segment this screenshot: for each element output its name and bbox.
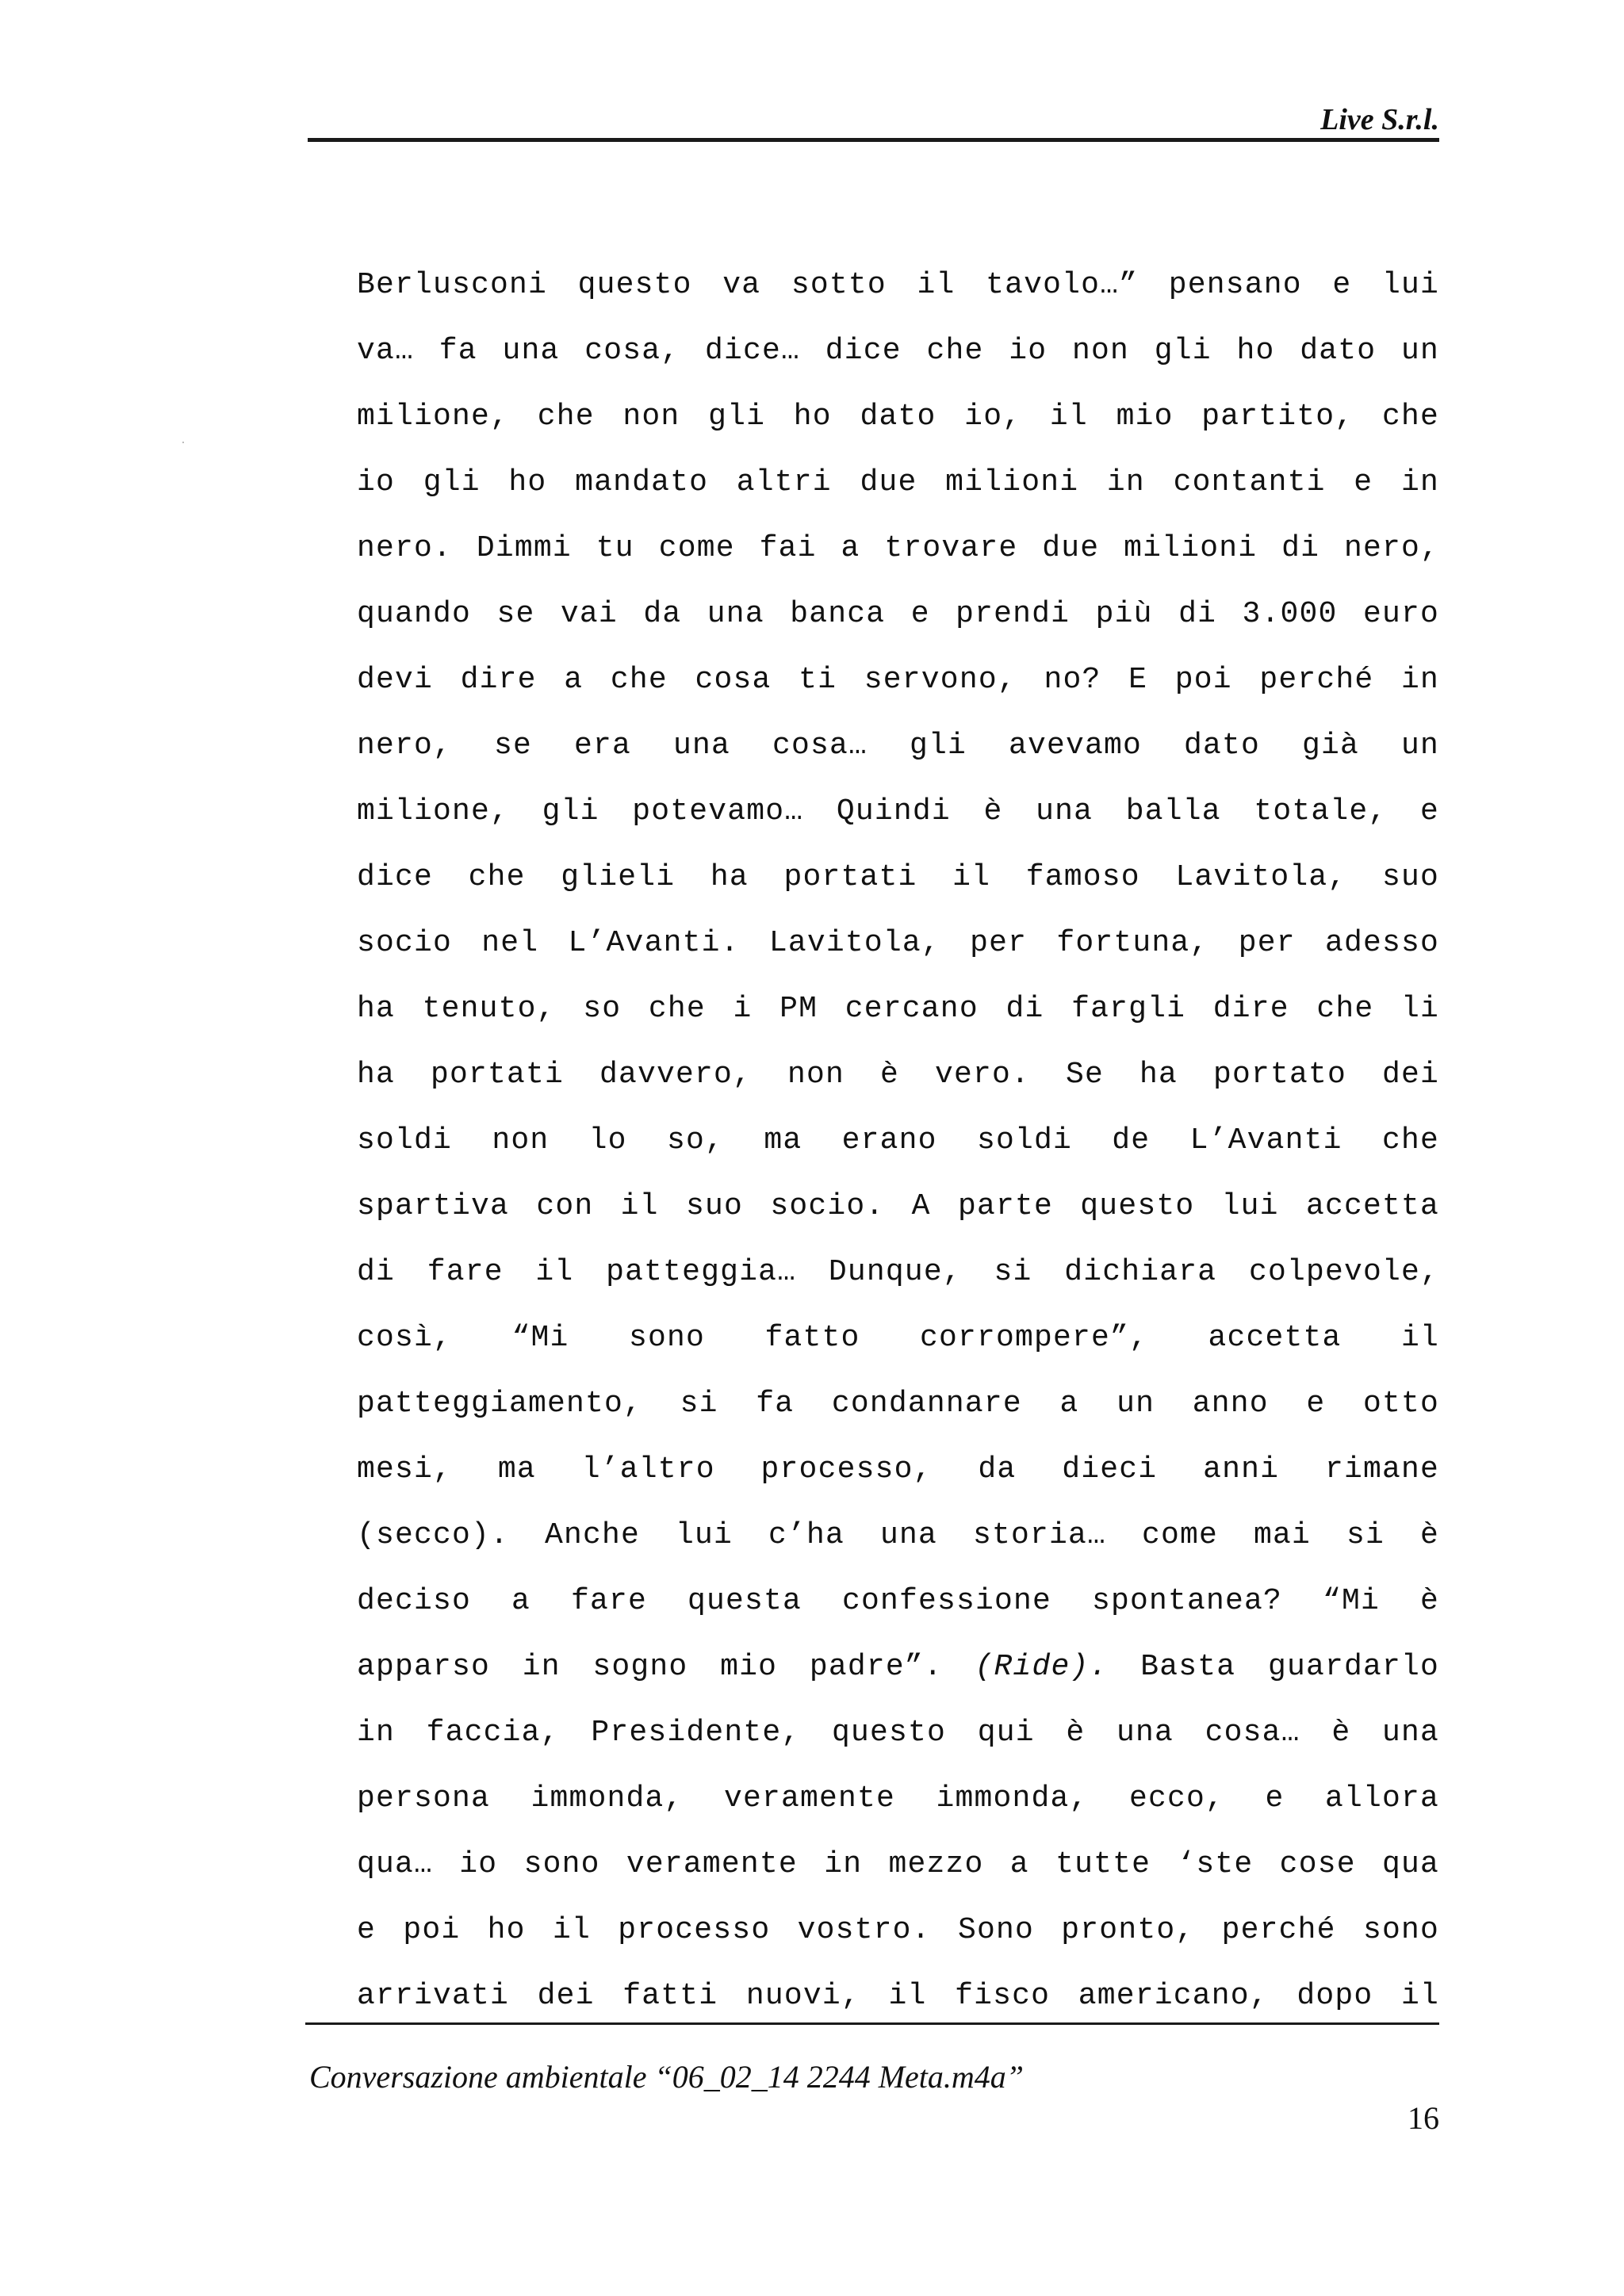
transcript-body — [357, 252, 1439, 2029]
text-segment: apparso in sogno mio padre”. — [357, 1650, 975, 1684]
text-line: persona immonda, veramente immonda, ecco, e allora — [357, 1781, 1439, 1816]
header-rule — [308, 138, 1439, 142]
text-line: (secco). Anche lui c’ha una storia… come mai si è — [357, 1518, 1439, 1552]
text-line: soldi non lo so, ma erano soldi de L’Avanti che — [357, 1123, 1439, 1158]
text-line: spartiva con il suo socio. A parte questo lui accetta — [357, 1189, 1439, 1223]
text-line: va… fa una cosa, dice… dice che io non gli ho dato un — [357, 334, 1439, 368]
text-line: Berlusconi questo va sotto il tavolo…” pensano e lui — [357, 268, 1439, 302]
text-line: milione, gli potevamo… Quindi è una balla totale, e — [357, 794, 1439, 828]
text-line: nero, se era una cosa… gli avevamo dato già un — [357, 729, 1439, 763]
text-line: io gli ho mandato altri due milioni in contanti e in — [357, 465, 1439, 499]
page-number: 16 — [1408, 2100, 1439, 2136]
text-line: nero. Dimmi tu come fai a trovare due milioni di nero, — [357, 531, 1439, 565]
text-line: in faccia, Presidente, questo qui è una cosa… è una — [357, 1716, 1439, 1750]
text-line: milione, che non gli ho dato io, il mio partito, che — [357, 400, 1439, 434]
header-title: Live S.r.l. — [1320, 103, 1439, 136]
text-line: mesi, ma l’altro processo, da dieci anni rimane — [357, 1452, 1439, 1487]
text-line: così, “Mi sono fatto corrompere”, accetta il — [357, 1321, 1439, 1355]
text-line: ha portati davvero, non è vero. Se ha portato dei — [357, 1058, 1439, 1092]
text-line-with-stage-direction — [357, 1634, 1439, 1700]
footer-caption: Conversazione ambientale “06_02_14 2244 Meta.m4a” — [309, 2059, 1025, 2095]
text-line: dice che glieli ha portati il famoso Lavitola, suo — [357, 860, 1439, 894]
text-line: devi dire a che cosa ti servono, no? E poi perché in — [357, 663, 1439, 697]
stage-direction: (Ride). — [975, 1650, 1109, 1684]
text-line: e poi ho il processo vostro. Sono pronto, perché sono — [357, 1913, 1439, 1947]
text-line: ha tenuto, so che i PM cercano di fargli dire che li — [357, 992, 1439, 1026]
footer-rule — [305, 2022, 1439, 2025]
text-line: deciso a fare questa confessione spontanea? “Mi è — [357, 1584, 1439, 1618]
text-line: quando se vai da una banca e prendi più di 3.000 euro — [357, 597, 1439, 631]
text-line: qua… io sono veramente in mezzo a tutte ‘ste cose qua — [357, 1847, 1439, 1881]
scan-mark — [182, 442, 184, 443]
text-line: patteggiamento, si fa condannare a un anno e otto — [357, 1387, 1439, 1421]
text-line: arrivati dei fatti nuovi, il fisco americano, dopo il — [357, 1979, 1439, 2013]
text-line: socio nel L’Avanti. Lavitola, per fortuna, per adesso — [357, 926, 1439, 960]
text-line: di fare il patteggia… Dunque, si dichiara colpevole, — [357, 1255, 1439, 1289]
text-segment: Basta guardarlo — [1108, 1650, 1440, 1684]
